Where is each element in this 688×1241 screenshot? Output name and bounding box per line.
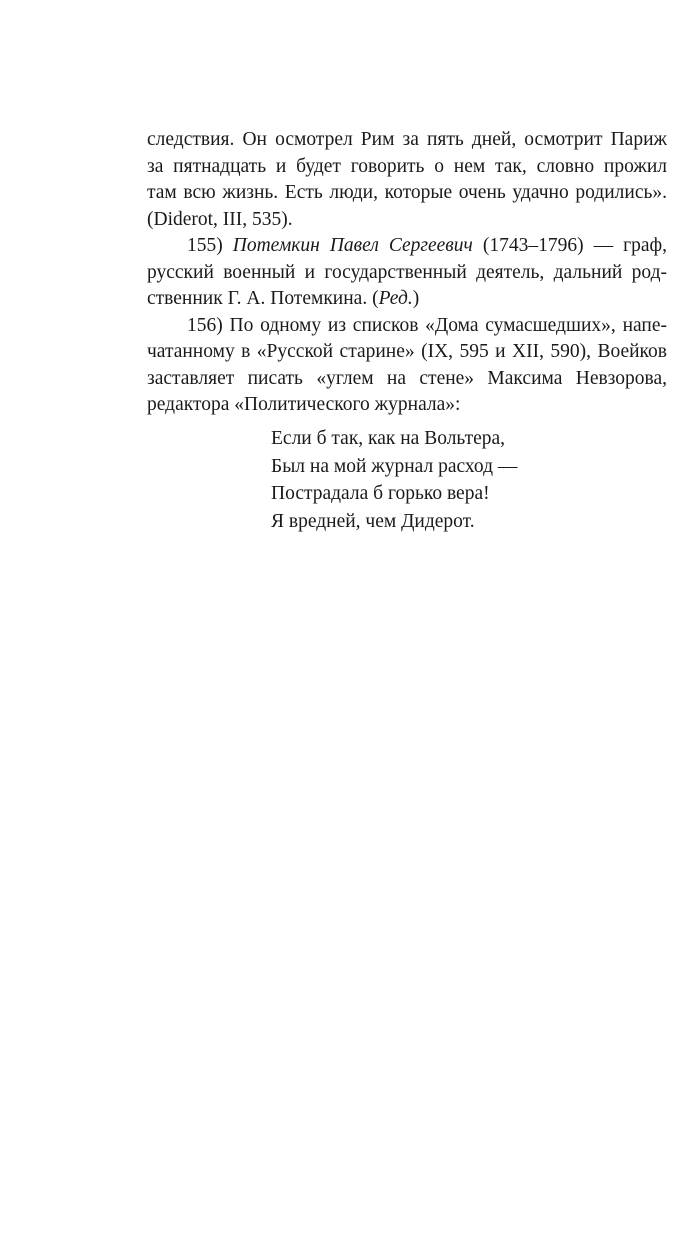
note-155-last-line xyxy=(147,286,667,313)
editor-mark: Ред. xyxy=(378,288,413,309)
poem-line: Был на мой журнал расход — xyxy=(271,455,518,477)
text-line: русский военный и государственный деятель, дальний род- xyxy=(147,261,667,283)
note-155 xyxy=(147,233,667,313)
text-line: чатанному в «Русской старине» (IX, 595 и XII, 590), Воейков xyxy=(147,341,667,362)
citation-line: (Diderot, III, 535). xyxy=(147,208,293,230)
text-fragment: ственник Г. А. Потемкина. ( xyxy=(147,288,379,309)
paragraph-diderot-quote-end xyxy=(147,127,667,233)
text-line: редактора «Политического журнала»: xyxy=(147,394,461,415)
text-fragment: (1743–1796) — граф, xyxy=(472,235,667,256)
poem-line: Пострадала б горько вера! xyxy=(271,483,490,504)
text-fragment: ) xyxy=(412,288,420,309)
person-name: Потемкин Павел Сергеевич xyxy=(232,235,473,256)
text-line: там всю жизнь. Есть люди, которые очень удачно родились». xyxy=(147,182,667,203)
note-155-first-line xyxy=(147,233,667,260)
text-line: 156) По одному из списков «Дома сумасшедших», напе- xyxy=(187,314,667,336)
poem-line: Я вредней, чем Дидерот. xyxy=(271,510,475,532)
text-line: следствия. Он осмотрел Рим за пять дней, осмотрит Париж xyxy=(147,129,667,150)
text-line: за пятнадцать и будет говорить о нем так, словно прожил xyxy=(147,155,667,177)
text-line: заставляет писать «углем на стене» Максима Невзорова, xyxy=(147,367,667,389)
notes-text xyxy=(147,127,667,419)
note-number: 155) xyxy=(187,235,233,256)
poem-line: Если б так, как на Вольтера, xyxy=(271,428,506,449)
poem-quote xyxy=(271,425,517,535)
note-156 xyxy=(147,313,667,419)
